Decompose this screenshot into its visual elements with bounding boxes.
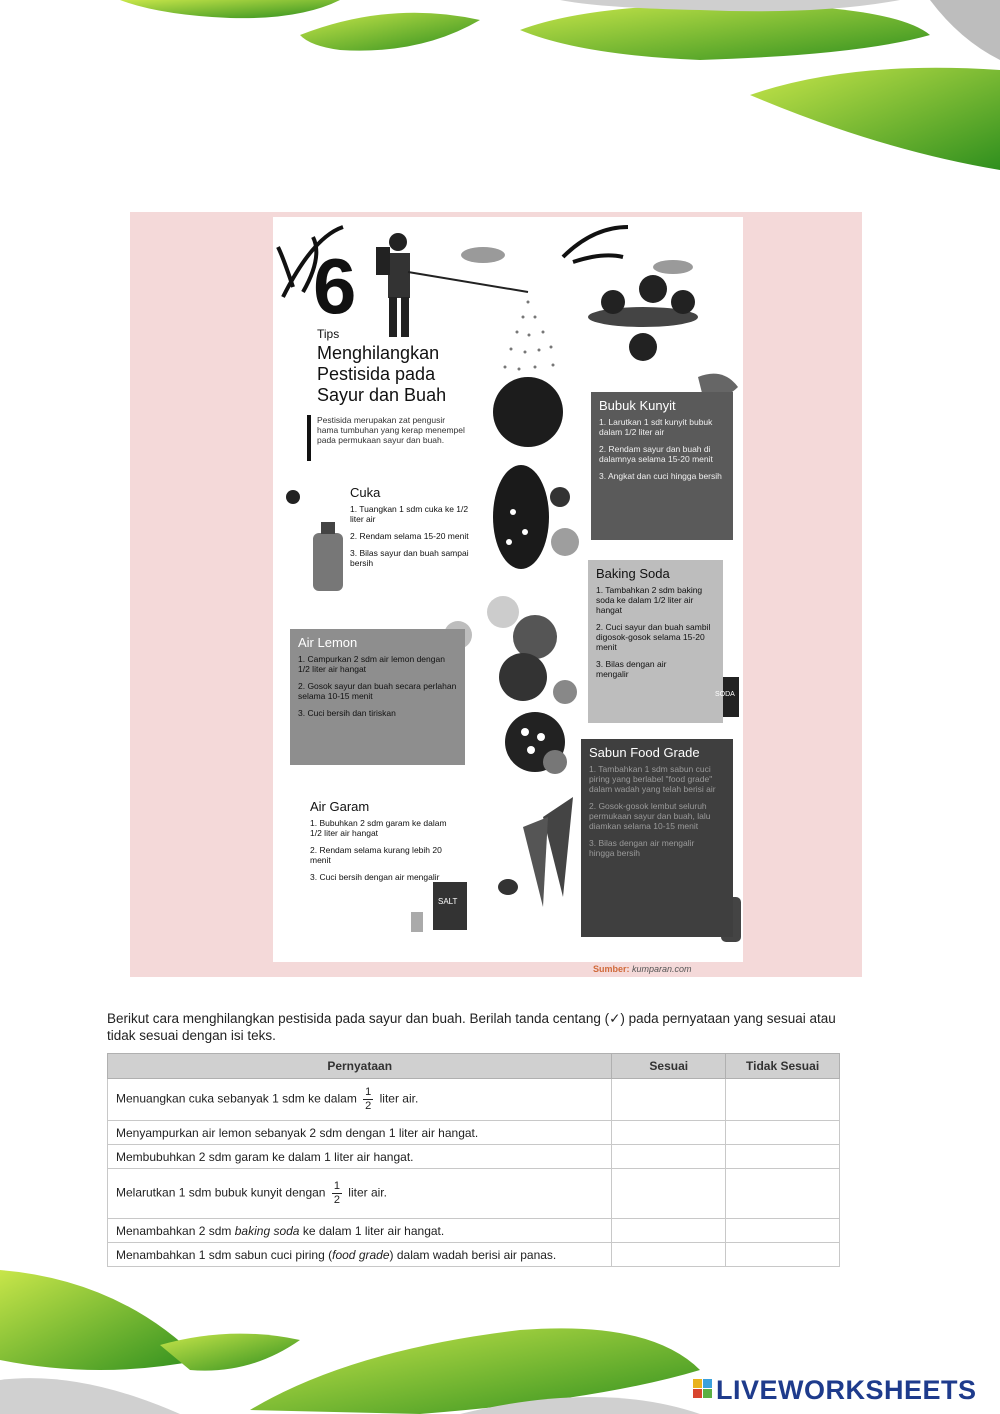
statement-italic: food grade bbox=[332, 1247, 390, 1262]
statement-text-end: liter air. bbox=[379, 1091, 419, 1106]
brand-text[interactable]: LIVEWORKSHEETS bbox=[716, 1375, 977, 1405]
step-2: 2. Gosok sayur dan buah secara perlahan selama 10-15 menit bbox=[298, 681, 457, 701]
title-line-2: Pestisida pada bbox=[317, 364, 436, 384]
fraction-numerator: 1 bbox=[365, 1086, 372, 1098]
logo-square-icon bbox=[693, 1389, 702, 1398]
fraction-denominator: 2 bbox=[365, 1100, 372, 1112]
statement-text: Menuangkan cuka sebanyak 1 sdm ke dalam bbox=[116, 1091, 357, 1106]
section-air-garam bbox=[310, 799, 450, 889]
statement-cell bbox=[108, 1079, 612, 1121]
section-title: Sabun Food Grade bbox=[589, 745, 700, 760]
logo-square-icon bbox=[703, 1379, 712, 1388]
table-row bbox=[108, 1079, 840, 1121]
infographic-scan bbox=[130, 212, 862, 977]
sesuai-checkbox-cell[interactable] bbox=[612, 1121, 726, 1145]
table-row bbox=[108, 1219, 840, 1243]
step-1: 1. Tuangkan 1 sdm cuka ke 1/2 liter air bbox=[350, 504, 469, 524]
step-3: 3. Cuci bersih dan tiriskan bbox=[298, 708, 396, 718]
tidak-sesuai-checkbox-cell[interactable] bbox=[726, 1169, 840, 1219]
step-3: 3. Bilas sayur dan buah sampai bersih bbox=[350, 548, 469, 568]
header-statement: Pernyataan bbox=[108, 1054, 612, 1079]
step-2: 2. Rendam sayur dan buah di dalamnya selama 15-20 menit bbox=[599, 444, 713, 464]
step-1: 1. Tambahkan 2 sdm baking soda ke dalam 1/2 liter air hangat bbox=[596, 585, 703, 615]
sesuai-checkbox-cell[interactable] bbox=[612, 1169, 726, 1219]
step-2: 2. Cuci sayur dan buah sambil digosok-gosok selama 15-20 menit bbox=[596, 622, 711, 652]
tidak-sesuai-checkbox-cell[interactable] bbox=[726, 1121, 840, 1145]
sesuai-checkbox-cell[interactable] bbox=[612, 1219, 726, 1243]
section-title: Baking Soda bbox=[596, 566, 670, 581]
tips-label: Tips bbox=[317, 327, 340, 341]
leaf-shapes-top bbox=[0, 0, 1000, 190]
fraction-numerator: 1 bbox=[333, 1180, 340, 1192]
statement-text: Melarutkan 1 sdm bubuk kunyit dengan bbox=[116, 1185, 326, 1200]
section-bubuk-kunyit bbox=[591, 392, 733, 540]
statement-text: Menambahkan 2 sdm bbox=[116, 1223, 232, 1238]
step-3: 3. Cuci bersih dengan air mengalir bbox=[310, 872, 440, 882]
section-title: Bubuk Kunyit bbox=[599, 398, 676, 413]
table-header-row bbox=[108, 1054, 840, 1079]
statement-table bbox=[107, 1053, 840, 1267]
source-credit bbox=[593, 964, 692, 974]
statement-cell bbox=[108, 1219, 612, 1243]
statement-text-end: liter air. bbox=[348, 1185, 387, 1200]
step-2: 2. Gosok-gosok lembut seluruh permukaan sayur dan buah, lalu diamkan selama 10-15 menit bbox=[589, 801, 711, 831]
tidak-sesuai-checkbox-cell[interactable] bbox=[726, 1079, 840, 1121]
tips-number: 6 bbox=[313, 242, 357, 330]
soda-box-label: SODA bbox=[715, 691, 735, 698]
infographic-poster bbox=[273, 217, 743, 962]
step-1: 1. Bubuhkan 2 sdm garam ke dalam 1/2 liter air hangat bbox=[310, 818, 447, 838]
statement-cell: Menyampurkan air lemon sebanyak 2 sdm dengan 1 liter air hangat. bbox=[108, 1121, 612, 1145]
intro-text: Pestisida merupakan zat pengusir hama tumbuhan yang kerap menempel pada permukaan sayur dan buah. bbox=[317, 415, 465, 445]
step-1: 1. Larutkan 1 sdt kunyit bubuk dalam 1/2 liter air bbox=[599, 417, 713, 437]
fraction bbox=[363, 1086, 373, 1113]
fraction bbox=[332, 1180, 342, 1207]
table-row bbox=[108, 1121, 840, 1145]
step-2: 2. Rendam selama kurang lebih 20 menit bbox=[310, 845, 442, 865]
logo-square-icon bbox=[693, 1379, 702, 1388]
step-1: 1. Campurkan 2 sdm air lemon dengan 1/2 liter air hangat bbox=[298, 654, 445, 674]
section-air-lemon bbox=[290, 629, 465, 765]
header-sesuai: Sesuai bbox=[612, 1054, 726, 1079]
header-tidak-sesuai: Tidak Sesuai bbox=[726, 1054, 840, 1079]
instruction-text: Berikut cara menghilangkan pestisida pada sayur dan buah. Berilah tanda centang (✓) pada pernyataan yang sesuai atau tidak sesuai dengan isi teks. bbox=[107, 1011, 836, 1043]
table-row bbox=[108, 1169, 840, 1219]
section-title: Air Garam bbox=[310, 799, 370, 814]
tidak-sesuai-checkbox-cell[interactable] bbox=[726, 1145, 840, 1169]
section-title: Cuka bbox=[350, 485, 381, 500]
infographic-title bbox=[317, 343, 446, 406]
section-title: Air Lemon bbox=[298, 635, 358, 650]
step-2: 2. Rendam selama 15-20 menit bbox=[350, 531, 469, 541]
section-cuka bbox=[350, 485, 475, 575]
section-baking-soda bbox=[588, 560, 723, 723]
statement-text: Menambahkan 1 sdm sabun cuci piring ( bbox=[116, 1247, 333, 1262]
statement-italic: baking soda bbox=[234, 1223, 300, 1238]
statement-cell: Membubuhkan 2 sdm garam ke dalam 1 liter air hangat. bbox=[108, 1145, 612, 1169]
fraction-denominator: 2 bbox=[333, 1194, 340, 1206]
step-3: 3. Bilas dengan air mengalir hingga bersih bbox=[589, 838, 695, 858]
sesuai-checkbox-cell[interactable] bbox=[612, 1145, 726, 1169]
statement-text-end: ke dalam 1 liter air hangat. bbox=[302, 1223, 445, 1238]
table-row bbox=[108, 1145, 840, 1169]
tidak-sesuai-checkbox-cell[interactable] bbox=[726, 1219, 840, 1243]
title-line-1: Menghilangkan bbox=[317, 343, 440, 363]
source-value: kumparan.com bbox=[632, 964, 692, 974]
step-3: 3. Angkat dan cuci hingga bersih bbox=[599, 471, 722, 481]
statement-text-end: ) dalam wadah berisi air panas. bbox=[389, 1247, 557, 1262]
source-label: Sumber: bbox=[593, 964, 630, 974]
statement-cell bbox=[108, 1169, 612, 1219]
step-3: 3. Bilas dengan air mengalir bbox=[596, 659, 667, 679]
intro-bar bbox=[307, 415, 311, 461]
title-line-3: Sayur dan Buah bbox=[317, 385, 447, 405]
section-sabun-food-grade bbox=[581, 739, 733, 937]
salt-jar-label: SALT bbox=[438, 897, 458, 906]
sesuai-checkbox-cell[interactable] bbox=[612, 1079, 726, 1121]
step-1: 1. Tambahkan 1 sdm sabun cuci piring yang berlabel "food grade" dalam wadah yang telah berisi air bbox=[589, 764, 716, 794]
logo-square-icon bbox=[703, 1389, 712, 1398]
